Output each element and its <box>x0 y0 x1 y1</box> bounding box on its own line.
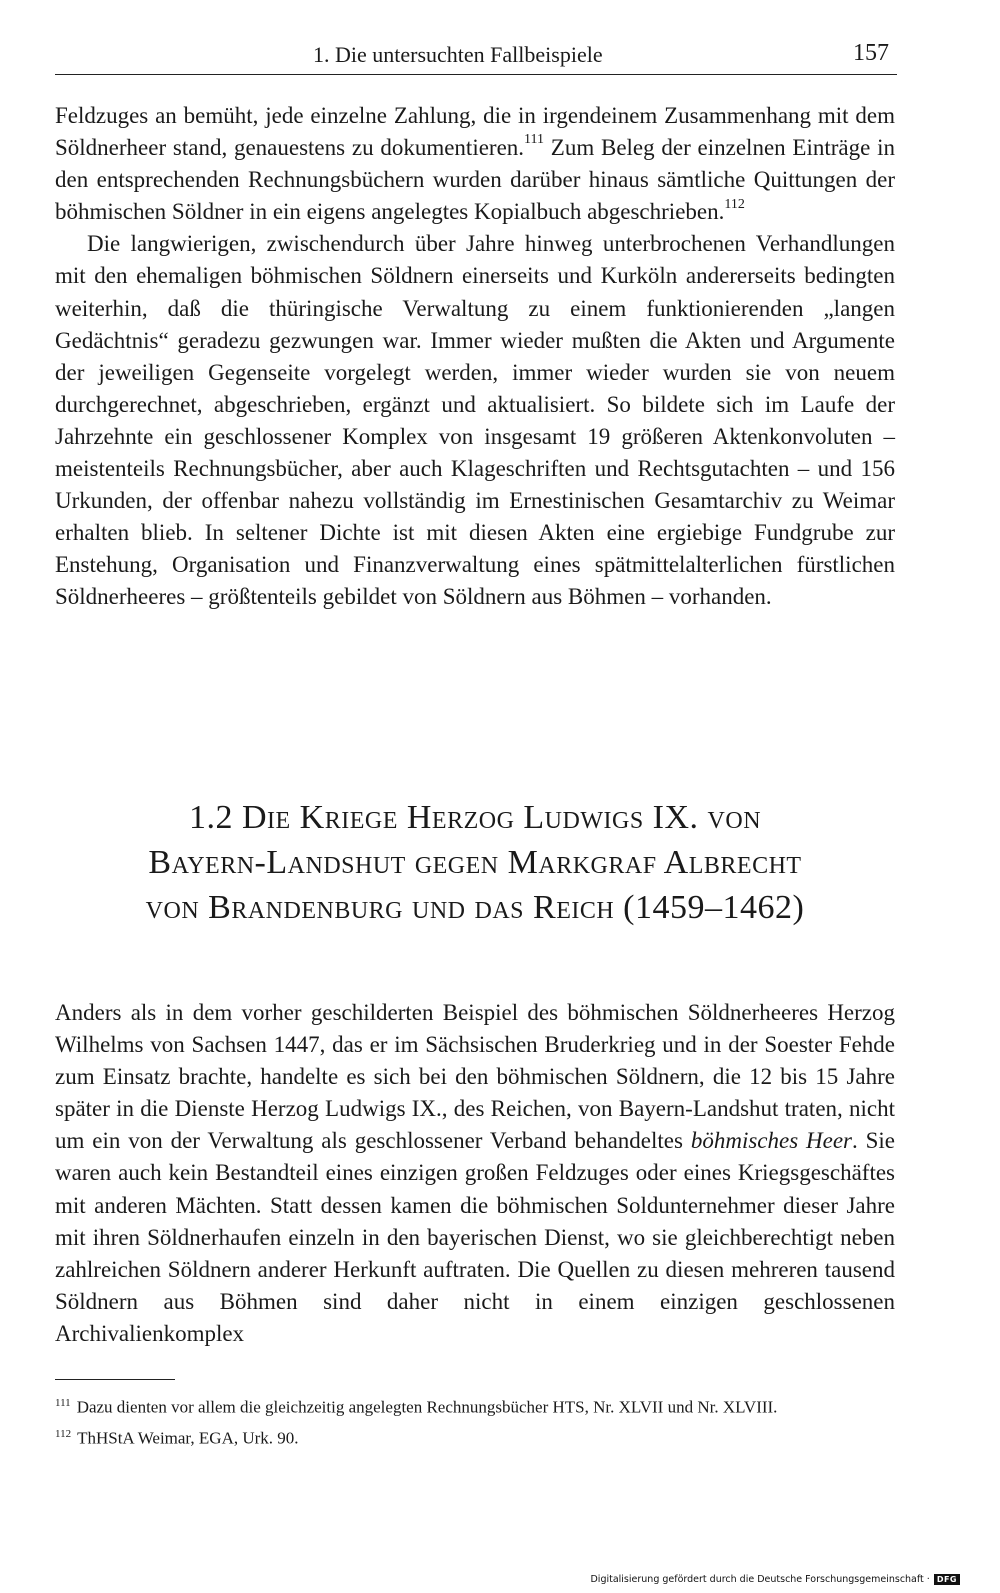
paragraph-3-text-b: . Sie waren auch kein Bestandteil eines einzigen großen Feldzuges oder eines Kriegsgeschäftes mit anderen Mächten. Statt dessen kamen die böhmischen Soldunternehmer dieser Jahre mit ihren Söldnerhaufen einzeln in den bayerischen Dienst, wo sie gleichberechtigt neben zahlreichen Söldnern anderer Herkunft auftraten. Die Quellen zu diesen mehreren tausend Söldnern aus Böhmen sind daher nicht in einem einzigen geschlossenen Archivalienkomplex <box>55 1128 896 1346</box>
paragraph-1 <box>55 100 895 228</box>
footnote-text: Dazu dienten vor allem die gleichzeitig angelegten Rechnungsbücher HTS, Nr. XLVII und Nr. XLVIII. <box>76 1397 778 1417</box>
dfg-logo: DFG <box>934 1574 960 1585</box>
body-text-bottom <box>55 997 895 1350</box>
paragraph-1-text-a: Feldzuges an bemüht, jede einzelne Zahlung, die in irgendeinem Zusammenhang mit dem Söldnerheer stand, genauestens zu dokumentieren. <box>55 103 895 161</box>
digitization-credit <box>590 1574 960 1585</box>
paragraph-3-text-a: Anders als in dem vorher geschilderten Beispiel des böhmischen Söldnerheeres Herzog Wilhelms von Sachsen 1447, das er im Sächsischen Bruderkrieg und in der Soester Fehde zum Einsatz brachte, handelte es sich bei den böhmischen Söldnern, die 12 bis 15 Jahre später in die Dienste Herzog Ludwigs IX., des Reichen, von Bayern-Landshut traten, nicht um ein von der Verwaltung als geschlossener Verband behandeltes <box>55 1000 895 1154</box>
paragraph-3-italic: böhmisches Heer <box>690 1128 852 1154</box>
paragraph-3 <box>55 997 895 1350</box>
section-heading-line-1: 1.2 Die Kriege Herzog Ludwigs IX. von <box>188 799 762 836</box>
credit-text: Digitalisierung gefördert durch die Deutsche Forschungsgemeinschaft · <box>590 1574 930 1585</box>
section-heading <box>55 795 895 930</box>
footnotes <box>55 1390 897 1451</box>
footnote-ref-111: 111 <box>524 132 545 148</box>
paragraph-1-text-b: Zum Beleg der einzelnen Einträge in den entsprechenden Rechnungsbüchern wurden darüber hinaus sämtliche Quittungen der böhmischen Söldner in ein eigens angelegtes Kopialbuch abgeschrieben. <box>55 135 895 225</box>
footnote-number: 111 <box>55 1397 71 1409</box>
body-text-top <box>55 100 895 614</box>
running-title: 1. Die untersuchten Fallbeispiele <box>313 42 603 67</box>
footnote-text: ThHStA Weimar, EGA, Urk. 90. <box>77 1428 299 1448</box>
footnote-111 <box>55 1390 897 1421</box>
footnote-ref-112: 112 <box>724 196 745 212</box>
page-number: 157 <box>853 40 889 66</box>
section-heading-line-3: von Brandenburg und das Reich (1459–1462) <box>145 889 805 926</box>
footnote-divider <box>55 1379 175 1380</box>
footnote-112 <box>55 1421 897 1452</box>
footnote-number: 112 <box>55 1427 72 1440</box>
paragraph-2: Die langwierigen, zwischendurch über Jahre hinweg unterbrochenen Verhandlungen mit den ehemaligen böhmischen Söldnern einerseits und Kurköln andererseits bedingten weiterhin, daß die thüringische Verwaltung zu einem funktionierenden „langen Gedächtnis“ geradezu gezwungen war. Immer wieder mußten die Akten und Argumente der jeweiligen Gegenseite vorgelegt werden, immer wieder wurden sie von neuem durchgerechnet, abgeschrieben, ergänzt und aktualisiert. So bildete sich im Laufe der Jahrzehnte ein geschlossener Komplex von insgesamt 19 größeren Aktenkonvoluten – meistenteils Rechnungsbücher, aber auch Klageschriften und Rechtsgutachten – und 156 Urkunden, der offenbar nahezu vollständig im Ernestinischen Gesamtarchiv zu Weimar erhalten blieb. In seltener Dichte ist mit diesen Akten eine ergiebige Fundgrube zur Enstehung, Organisation und Finanzverwaltung eines spätmittelalterlichen fürstlichen Söldnerheeres – größtenteils gebildet von Söldnern aus Böhmen – vorhanden. <box>55 231 895 610</box>
running-head <box>55 40 897 75</box>
section-heading-line-2: Bayern-Landshut gegen Markgraf Albrecht <box>148 844 802 881</box>
